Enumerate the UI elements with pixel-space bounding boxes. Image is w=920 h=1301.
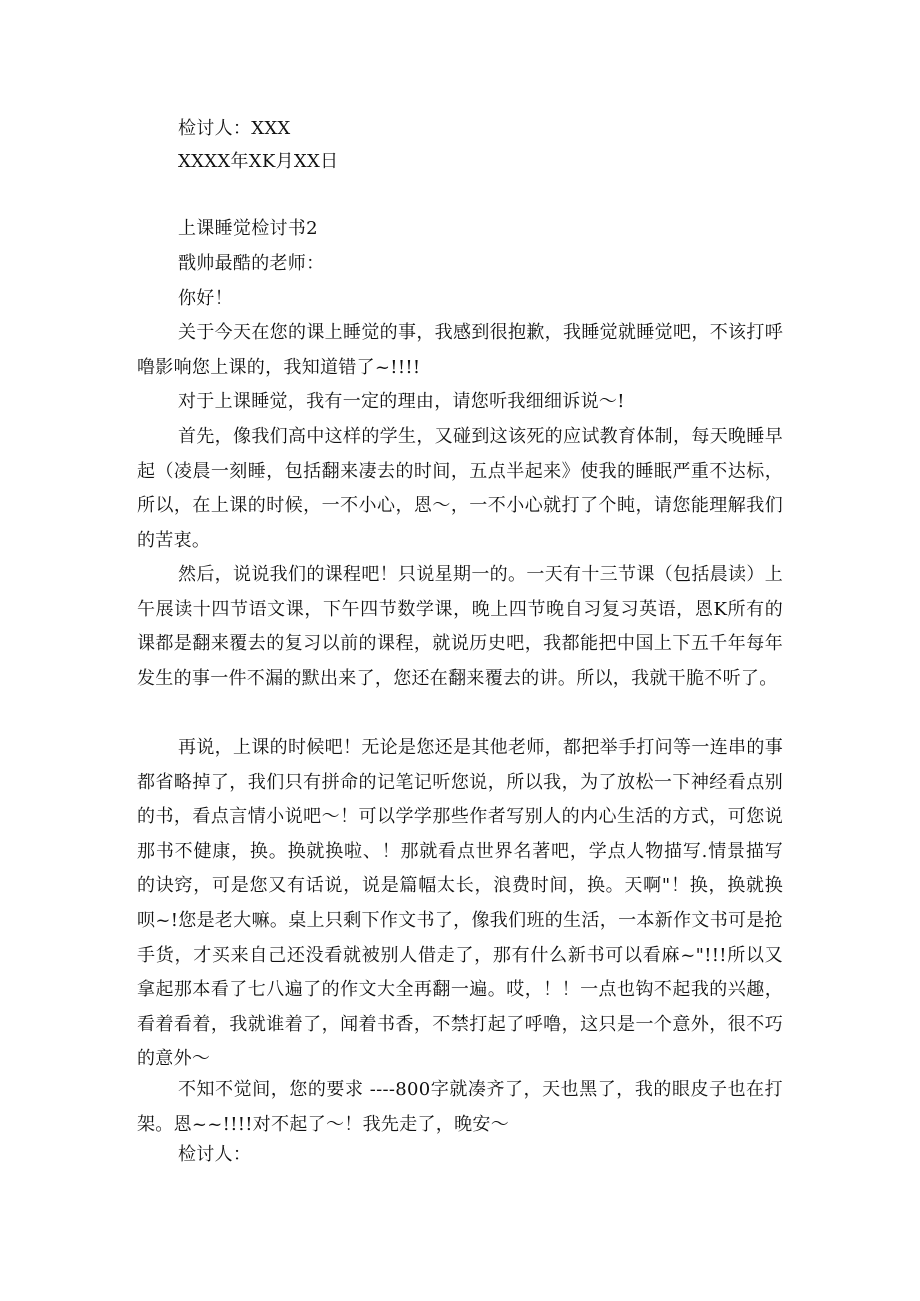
greeting: 你好！ — [178, 288, 233, 309]
paragraph-course-schedule: 然后，说说我们的课程吧！只说星期一的。一天有十三节课（包括晨读）上午展读十四节语文课，下午四节数学课，晚上四节晚自习复习英语，恩K所有的课都是翻来覆去的复习以前的课程，就说历史吧，我都能把中国上下五千年每年发生的事一件不漏的默出来了，您还在翻来覆去的讲。所以，我就干脆不听了。 — [137, 564, 783, 689]
paragraph-apology: 关于今天在您的课上睡觉的事，我感到很抱歉，我睡觉就睡觉吧，不该打呼噜影响您上课的，我知道错了~!!!! — [137, 322, 783, 378]
letter-title: 上课睡觉检讨书2 — [178, 218, 318, 239]
closing-signature: 检讨人： — [178, 1144, 252, 1165]
paragraph-classroom: 再说，上课的时候吧！无论是您还是其他老师，都把举手打问等一连串的事都省略掉了，我们只有拼命的记笔记听您说，所以我，为了放松一下神经看点别的书，看点言情小说吧～！可以学学那些作者写别人的内心生活的方式，可您说那书不健康，换。换就换啦、！那就看点世界名著吧，学点人物描写.情景描写的诀窍，可是您又有话说，说是篇幅太长，浪费时间，换。天啊"！换，换就换呗~!您是老大嘛。桌上只剩下作文书了，像我们班的生活，一本新作文书可是抢手货，才买来自己还没看就被别人借走了，那有什么新书可以看麻~"!!!所以又拿起那本看了七八遍了的作文大全再翻一遍。哎，！！一点也钩不起我的兴趣，看着看着，我就谁着了，闻着书香，不禁打起了呼噜，这只是一个意外，很不巧的意外～ — [137, 737, 783, 1070]
date-line: XXXX年XK月XX日 — [178, 151, 339, 172]
reviewer-line: 检讨人：XXX — [178, 118, 291, 139]
paragraph-first-reason: 首先，像我们高中这样的学生，又碰到这该死的应试教育体制，每天晚睡早起（凌晨一刻睡，包括翻来凄去的时间，五点半起来》使我的睡眠严重不达标，所以，在上课的时候，一不小心，恩～，一不小心就打了个盹，请您能理解我们的苦衷。 — [137, 426, 783, 551]
salutation: 戬帅最酷的老师： — [178, 253, 325, 274]
paragraph-reason-intro: 对于上课睡觉，我有一定的理由，请您听我细细诉说～! — [178, 391, 625, 412]
paragraph-ending: 不知不觉间，您的要求 ----800字就凑齐了，天也黑了，我的眼皮子也在打架。恩~~!!!!对不起了～！我先走了，晚安～ — [137, 1079, 783, 1135]
